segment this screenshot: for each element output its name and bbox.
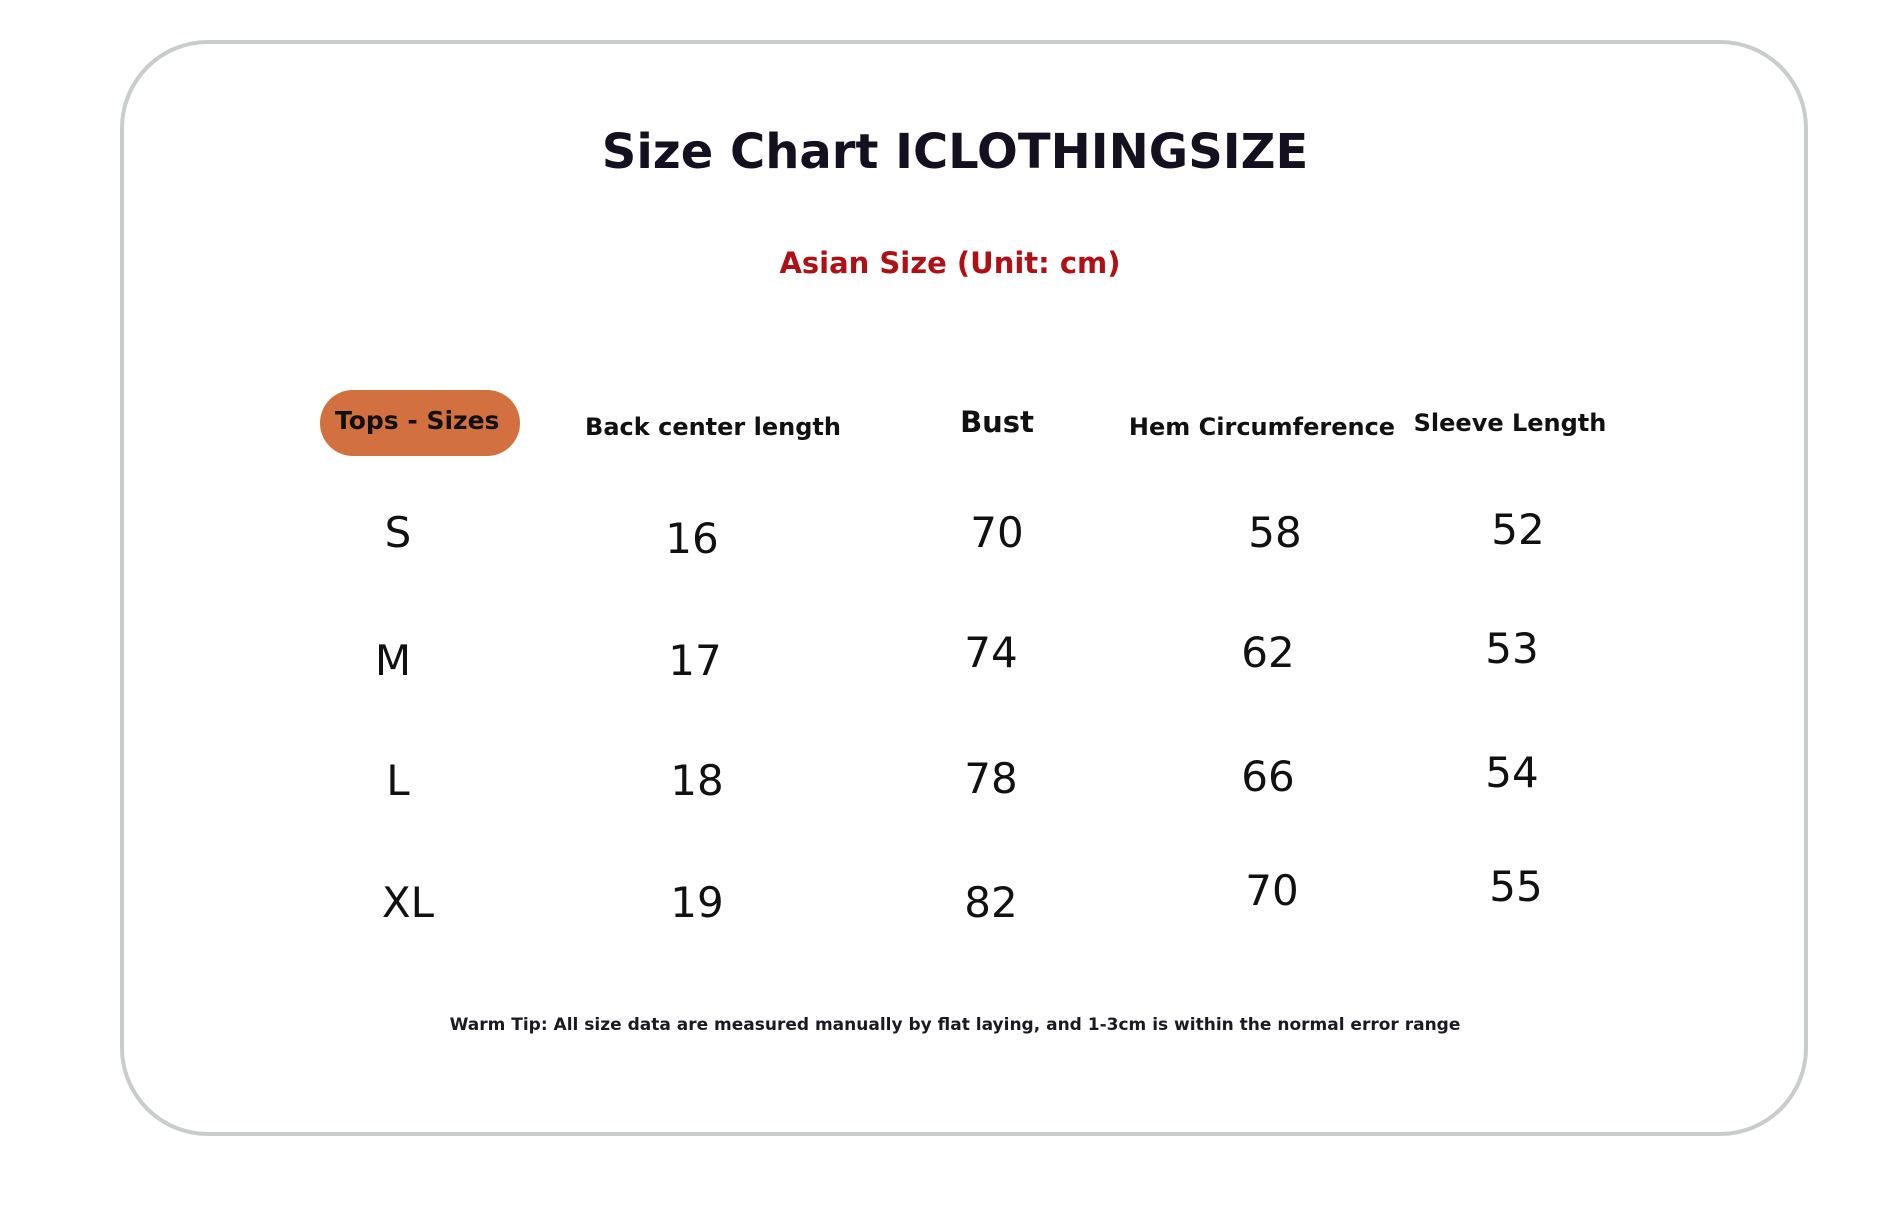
table-cell: 18	[670, 756, 724, 805]
column-header-back-center-length: Back center length	[585, 413, 841, 441]
column-header-hem-circumference: Hem Circumference	[1128, 413, 1396, 441]
table-cell: 78	[964, 754, 1018, 803]
table-cell: 52	[1491, 505, 1545, 554]
table-cell: 58	[1248, 508, 1302, 557]
table-cell: 19	[670, 878, 724, 927]
table-cell: 17	[668, 636, 722, 685]
table-cell: 82	[964, 878, 1018, 927]
table-cell: 74	[964, 628, 1018, 677]
column-header-bust: Bust	[960, 405, 1034, 439]
table-cell: 70	[1245, 866, 1299, 915]
warm-tip-note: Warm Tip: All size data are measured manually by flat laying, and 1-3cm is within the normal error range	[449, 1015, 1461, 1035]
table-cell: 16	[665, 514, 719, 563]
table-cell: 66	[1241, 752, 1295, 801]
unit-subtitle: Asian Size (Unit: cm)	[779, 246, 1121, 280]
table-row-size-label: XL	[381, 878, 435, 927]
page-title: Size Chart ICLOTHINGSIZE	[601, 124, 1309, 180]
column-header-sleeve-length: Sleeve Length	[1413, 409, 1607, 437]
table-cell: 53	[1485, 624, 1539, 673]
table-row-size-label: S	[384, 508, 412, 557]
tops-sizes-header-badge: Tops - Sizes	[320, 390, 520, 456]
size-chart-card	[120, 40, 1808, 1136]
table-cell: 54	[1485, 748, 1539, 797]
table-cell: 62	[1241, 628, 1295, 677]
table-cell: 55	[1489, 862, 1543, 911]
table-row-size-label: L	[386, 756, 410, 805]
table-cell: 70	[970, 508, 1024, 557]
table-row-size-label: M	[374, 636, 412, 685]
